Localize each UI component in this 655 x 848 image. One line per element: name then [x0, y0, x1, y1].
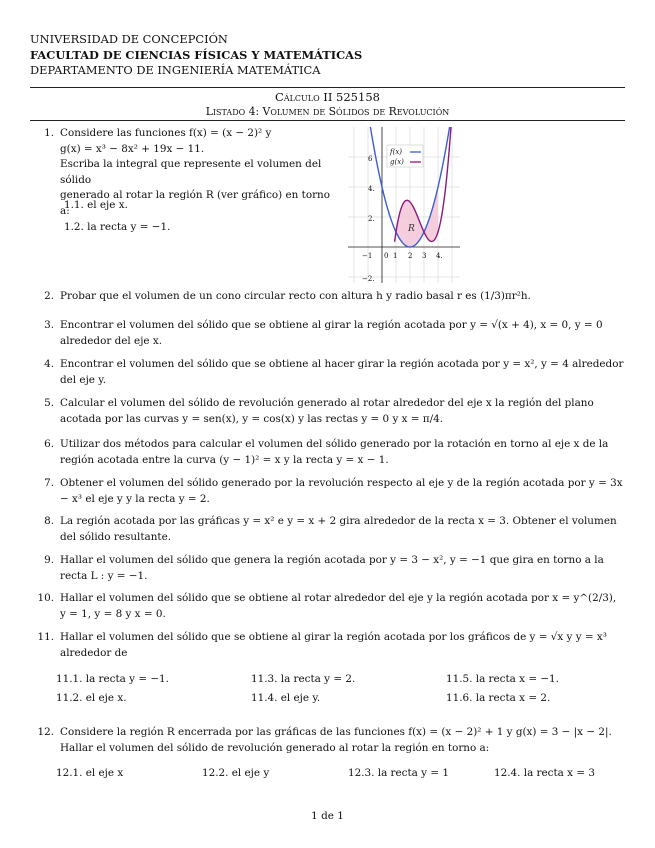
problem-text: Hallar el volumen del sólido que se obtiene al rotar alrededor del eje y la región acotada por x = y^(2/3), y = 1, y = 8 y x = 0. [60, 592, 617, 620]
legend [387, 145, 423, 167]
problem-number: 4. [44, 358, 54, 370]
legend-f-label: f(x) [390, 148, 403, 156]
institution-header [30, 32, 362, 79]
problem-number: 9. [44, 554, 54, 566]
function-graph [348, 127, 460, 287]
problem-number: 3. [44, 319, 54, 331]
top-rule [30, 87, 625, 88]
x-tick-label: 0 [384, 252, 389, 260]
x-tick-label: 1 [393, 252, 398, 260]
problem-3 [30, 318, 625, 349]
department-name: DEPARTAMENTO DE INGENIERÍA MATEMÁTICA [30, 63, 321, 77]
problem-1-line: g(x) = x³ − 8x² + 19x − 11. [60, 142, 205, 155]
region-r [396, 187, 438, 247]
sub-item-11-2: 11.2. el eje x. [56, 692, 127, 704]
sub-item-11-3: 11.3. la recta y = 2. [251, 673, 356, 685]
problem-9 [30, 553, 625, 584]
problem-number: 11. [37, 631, 54, 643]
bottom-rule [30, 120, 625, 121]
problem-text: Probar que el volumen de un cono circular recto con altura h y radio basal r es (1/3)πr²h. [60, 290, 531, 302]
list-subtitle: Listado 4: Volumen de Sólidos de Revolución [205, 105, 450, 118]
sub-item-11-4: 11.4. el eje y. [251, 692, 321, 704]
problem-number: 6. [44, 438, 54, 450]
y-tick-label: −2. [362, 275, 375, 283]
course-title: Cálculo II 525158 [275, 90, 380, 104]
problem-text: La región acotada por las gráficas y = x² e y = x + 2 gira alrededor de la recta x = 3. Obtener el volumen del sólido resultante. [60, 515, 617, 543]
sub-item-12-2: 12.2. el eje y [202, 767, 270, 779]
sub-item-12-3: 12.3. la recta y = 1 [348, 767, 449, 779]
problem-8 [30, 514, 625, 545]
sub-item-11-1: 11.1. la recta y = −1. [56, 673, 169, 685]
problem-11 [30, 630, 625, 661]
problem-text: Obtener el volumen del sólido generado por la revolución respecto al eje y de la región acotada por y = 3x − x³ el eje y y la recta y = 2. [60, 477, 623, 505]
legend-g-label: g(x) [390, 158, 404, 166]
faculty-name: FACULTAD DE CIENCIAS FÍSICAS Y MATEMÁTICAS [30, 47, 363, 62]
problem-text: Encontrar el volumen del sólido que se obtiene al girar la región acotada por y = √(x + 4), x = 0, y = 0 alrededor del eje x. [60, 319, 603, 347]
problem-7 [30, 476, 625, 507]
x-tick-label: 3 [422, 252, 427, 260]
sub-item-12-4: 12.4. la recta x = 3 [494, 767, 595, 779]
x-tick-label: 4. [436, 252, 443, 260]
sub-item-11-5: 11.5. la recta x = −1. [446, 673, 559, 685]
problem-number: 5. [44, 397, 54, 409]
problem-text: Hallar el volumen del sólido que se obtiene al girar la región acotada por los gráficos de y = √x y y = x³ alrededor de [60, 631, 607, 659]
page-number: 1 de 1 [311, 810, 344, 822]
university-name: UNIVERSIDAD DE CONCEPCIÓN [30, 32, 228, 46]
sub-item-1-1: 1.1. el eje x. [64, 199, 128, 211]
problem-text: Considere la región R encerrada por las gráficas de las funciones f(x) = (x − 2)² + 1 y g(x) = 3 − |x − 2|. Hallar el volumen del sólido de revolución generado al rotar la región en torno a: [60, 726, 612, 754]
problem-10 [30, 591, 625, 622]
sub-item-11-6: 11.6. la recta x = 2. [446, 692, 551, 704]
y-tick-label: 2. [368, 215, 375, 223]
problem-4 [30, 357, 625, 388]
problem-number: 1. [44, 127, 54, 139]
problem-text: Encontrar el volumen del sólido que se obtiene al hacer girar la región acotada por y = x², y = 4 alrededor del eje y. [60, 358, 624, 386]
problem-5 [30, 396, 625, 427]
y-tick-label: 6 [368, 155, 373, 163]
problem-text: Hallar el volumen del sólido que genera la región acotada por y = 3 − x², y = −1 que gira en torno a la recta L : y = −1. [60, 554, 604, 582]
problem-6 [30, 437, 625, 468]
problem-12 [30, 725, 625, 756]
problem-number: 2. [44, 290, 54, 302]
problem-number: 7. [44, 477, 54, 489]
problem-2 [30, 289, 625, 305]
x-tick-label: 2 [408, 252, 413, 260]
problem-text: Calcular el volumen del sólido de revolución generado al rotar alrededor del eje x la región del plano acotada por las curvas y = sen(x), y = cos(x) y las rectas y = 0 y x = π/4. [60, 397, 594, 425]
problem-number: 12. [37, 726, 54, 738]
y-tick-label: 4. [368, 185, 375, 193]
problem-1-line: Considere las funciones f(x) = (x − 2)² y [60, 127, 272, 139]
problem-number: 8. [44, 515, 54, 527]
x-tick-label: −1 [362, 252, 373, 260]
problem-number: 10. [37, 592, 54, 604]
sub-item-12-1: 12.1. el eje x [56, 767, 124, 779]
problem-1-line: Escriba la integral que represente el volumen del sólido [60, 158, 322, 186]
problem-1-line: generado al rotar la región R (ver gráfico) en torno a: [60, 189, 330, 217]
sub-item-1-2: 1.2. la recta y = −1. [64, 221, 171, 233]
region-label: R [408, 224, 415, 234]
problem-text: Utilizar dos métodos para calcular el volumen del sólido generado por la rotación en torno al eje x de la región acotada entre la curva (y − 1)² = x y la recta y = x − 1. [60, 438, 609, 466]
